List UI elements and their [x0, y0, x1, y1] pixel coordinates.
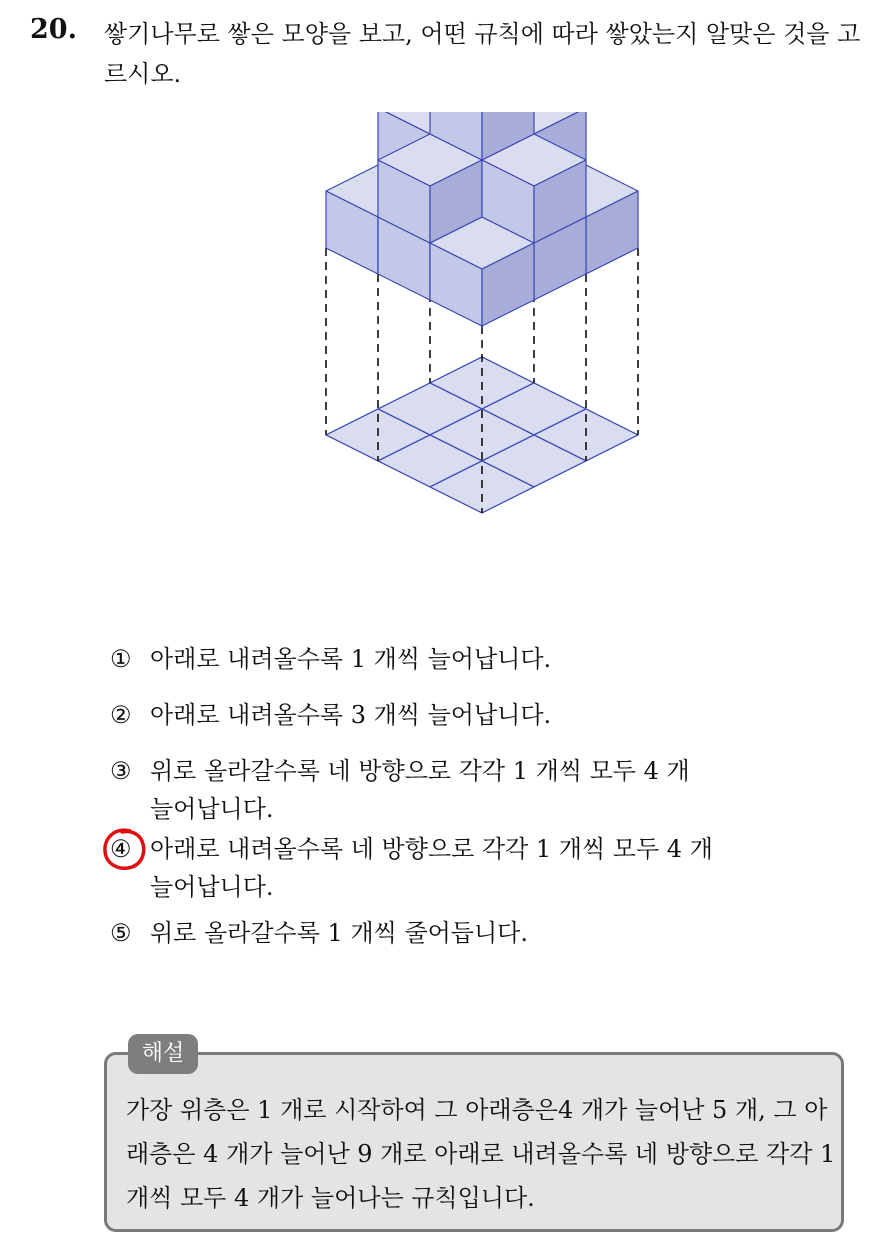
choice-3[interactable] [110, 752, 690, 828]
choice-4-mark: ④ [110, 835, 132, 863]
answer-circle-mark [100, 825, 148, 873]
choice-2-mark: ② [110, 701, 132, 729]
choice-1[interactable] [110, 640, 551, 678]
choice-3-text-cont: 늘어납니다. [150, 795, 274, 823]
stacked-cubes-figure [318, 112, 648, 564]
explanation-text: 가장 위층은 1 개로 시작하여 그 아래층은4 개가 늘어난 5 개, 그 아래층은 4 개가 늘어난 9 개로 아래로 내려올수록 네 방향으로 각각 1 개씩 모두 4 개가 늘어나는 규칙입니다. [126, 1096, 836, 1212]
choice-2-text: 아래로 내려올수록 3 개씩 늘어납니다. [150, 701, 552, 729]
choice-4[interactable] [110, 830, 713, 906]
choice-1-mark: ① [110, 645, 132, 673]
explanation-tag: 해설 [128, 1034, 198, 1074]
choice-5[interactable] [110, 914, 528, 952]
choice-5-text: 위로 올라갈수록 1 개씩 줄어듭니다. [150, 919, 528, 947]
question-number: 20. [30, 14, 77, 45]
choice-3-mark: ③ [110, 757, 132, 785]
question-text: 쌓기나무로 쌓은 모양을 보고, 어떤 규칙에 따라 쌓았는지 알맞은 것을 고르시오. [104, 20, 861, 88]
choice-4-text-cont: 늘어납니다. [150, 873, 274, 901]
choice-2[interactable] [110, 696, 551, 734]
choice-1-text: 아래로 내려올수록 1 개씩 늘어납니다. [150, 645, 552, 673]
choice-4-text: 아래로 내려올수록 네 방향으로 각각 1 개씩 모두 4 개 [150, 835, 713, 863]
choice-5-mark: ⑤ [110, 919, 132, 947]
cube-layer [326, 112, 638, 513]
choice-3-text: 위로 올라갈수록 네 방향으로 각각 1 개씩 모두 4 개 [150, 757, 690, 785]
